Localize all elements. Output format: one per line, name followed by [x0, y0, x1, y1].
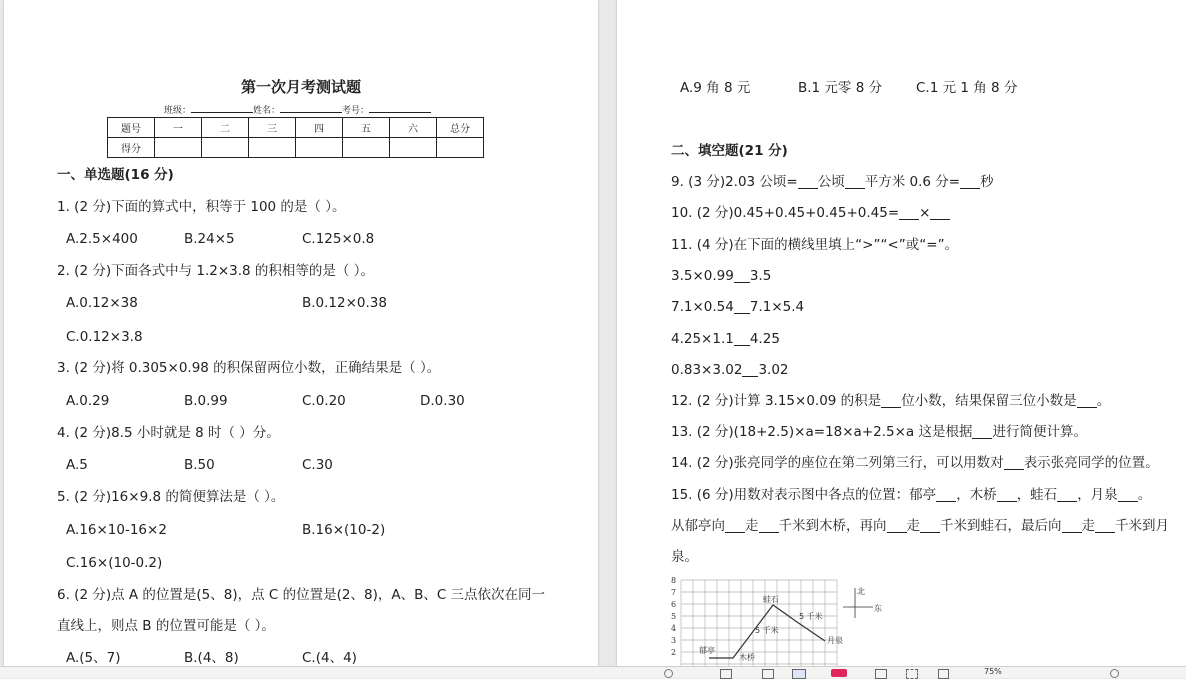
q11-right: 4.25	[749, 331, 780, 347]
q11-left: 0.83×3.02	[671, 362, 743, 378]
q11-right: 7.1×5.4	[749, 299, 805, 315]
score-cell	[155, 138, 202, 158]
y-tick: 2	[671, 648, 677, 657]
q5-option-a: A.16×10-16×2	[66, 522, 167, 538]
question-15-line3: 泉。	[671, 549, 698, 565]
question-3: 3. (2 分)将 0.305×0.98 的积保留两位小数，正确结果是（ ）。	[57, 360, 441, 376]
class-blank	[191, 104, 253, 113]
q11-item-3	[671, 330, 780, 348]
question-15-line2	[671, 517, 1169, 535]
question-6-line2: 直线上，则点 B 的位置可能是（ ）。	[57, 618, 275, 634]
q6-option-b: B.(4、8)	[184, 650, 239, 666]
q2-option-c: C.0.12×3.8	[66, 329, 143, 345]
q15-part: 走	[745, 518, 759, 534]
name-label: 姓名：	[253, 106, 281, 116]
answer-blank	[734, 268, 750, 283]
q2-option-a: A.0.12×38	[66, 295, 138, 311]
page-title: 第一次月考测试题	[240, 78, 361, 96]
answer-blank	[734, 299, 750, 314]
q1-option-c: C.125×0.8	[302, 231, 375, 247]
answer-blank	[1095, 518, 1115, 533]
score-header-cell: 五	[343, 118, 390, 138]
q15-part: 走	[1081, 518, 1095, 534]
y-tick: 4	[671, 624, 677, 633]
question-9	[671, 173, 994, 191]
score-table-header-row	[108, 118, 484, 138]
answer-blank	[936, 487, 956, 502]
question-15	[671, 486, 1151, 504]
exam-number-label: 考号：	[342, 106, 370, 116]
answer-blank	[742, 362, 758, 377]
question-5: 5. (2 分)16×9.8 的简便算法是（ ）。	[57, 489, 285, 505]
label-wa-shi: 蛙石	[763, 595, 779, 604]
answer-blank	[881, 393, 901, 408]
y-tick: 5	[671, 612, 677, 621]
class-label: 班级：	[164, 106, 192, 116]
q9-part: 公顷	[817, 174, 845, 190]
compass-east: 东	[874, 604, 882, 613]
score-cell	[437, 138, 484, 158]
label-mu-qiao: 木桥	[739, 653, 755, 662]
two-page-view-icon[interactable]	[792, 669, 806, 679]
question-10	[671, 204, 950, 222]
q13-part: 13. (2 分)(18+2.5)×a=18×a+2.5×a 这是根据	[671, 424, 973, 440]
section-heading-single-choice: 一、单选题(16 分)	[57, 167, 174, 183]
q14-part: 14. (2 分)张亮同学的座位在第二列第三行，可以用数对	[671, 455, 1004, 471]
y-tick: 3	[671, 636, 677, 645]
question-1: 1. (2 分)下面的算式中，积等于 100 的是（ ）。	[57, 199, 346, 215]
q15-part: ，月泉	[1077, 487, 1118, 503]
score-cell	[390, 138, 437, 158]
q5-option-b: B.16×(10-2)	[302, 522, 386, 538]
q15-part: 走	[906, 518, 920, 534]
answer-blank	[1077, 393, 1097, 408]
q6-option-a: A.(5、7)	[66, 650, 121, 666]
question-12	[671, 392, 1110, 410]
question-4: 4. (2 分)8.5 小时就是 8 时（ ）分。	[57, 425, 280, 441]
answer-blank	[734, 331, 750, 346]
q6-option-c: C.(4、4)	[302, 650, 357, 666]
answer-blank	[725, 518, 745, 533]
label-yu-ting: 郁亭	[699, 646, 715, 655]
q8-option-b: B.1 元零 8 分	[798, 80, 883, 96]
answer-blank	[845, 174, 865, 189]
question-14	[671, 454, 1159, 472]
q11-left: 3.5×0.99	[671, 268, 734, 284]
answer-blank	[997, 487, 1017, 502]
q4-option-c: C.30	[302, 457, 333, 473]
answer-blank	[972, 424, 992, 439]
document-page-right	[617, 0, 1186, 666]
answer-blank	[899, 205, 919, 220]
q11-item-4	[671, 361, 789, 379]
q11-left: 7.1×0.54	[671, 299, 734, 315]
answer-blank	[1004, 455, 1024, 470]
q10-part: ×	[919, 205, 931, 221]
answer-blank	[887, 518, 907, 533]
score-header-cell: 四	[296, 118, 343, 138]
screenshot-icon[interactable]	[906, 669, 918, 679]
q11-left: 4.25×1.1	[671, 331, 734, 347]
compass-north: 北	[857, 587, 865, 596]
q11-item-1	[671, 267, 771, 285]
q1-option-a: A.2.5×400	[66, 231, 138, 247]
y-tick: 6	[671, 600, 677, 609]
q4-option-a: A.5	[66, 457, 88, 473]
question-11: 11. (4 分)在下面的横线里填上“>”“<”或“=”。	[671, 237, 959, 253]
brand-icon[interactable]	[831, 669, 847, 677]
page-icon[interactable]	[938, 669, 949, 679]
compass-rose	[843, 586, 882, 618]
answer-blank	[1118, 487, 1138, 502]
q15-part: 千米到月	[1115, 518, 1169, 534]
q5-option-c: C.16×(10-0.2)	[66, 555, 163, 571]
q10-part: 10. (2 分)0.45+0.45+0.45+0.45=	[671, 205, 900, 221]
q15-part: ，木桥	[956, 487, 997, 503]
q15-part: 千米到木桥，再向	[778, 518, 887, 534]
q15-part: 千米到蛙石，最后向	[940, 518, 1062, 534]
score-header-cell: 六	[390, 118, 437, 138]
score-cell	[296, 138, 343, 158]
score-header-cell: 一	[155, 118, 202, 138]
q2-option-b: B.0.12×0.38	[302, 295, 387, 311]
q11-item-2	[671, 298, 804, 316]
zoom-level[interactable]: 75%	[984, 667, 1002, 676]
answer-blank	[1062, 518, 1082, 533]
score-table-score-row	[108, 138, 484, 158]
score-cell	[249, 138, 296, 158]
question-6-line1: 6. (2 分)点 A 的位置是(5、8)，点 C 的位置是(2、8)，A、B、C 三点依次在同一	[57, 587, 546, 603]
label-yue-quan: 月泉	[827, 636, 843, 645]
answer-blank	[920, 518, 940, 533]
q12-part: 。	[1096, 393, 1111, 409]
question-2: 2. (2 分)下面各式中与 1.2×3.8 的积相等的是（ ）。	[57, 263, 374, 279]
document-page-left	[4, 0, 598, 666]
score-cell	[343, 138, 390, 158]
read-mode-icon[interactable]	[762, 669, 774, 679]
fit-page-icon[interactable]	[875, 669, 887, 679]
student-info-line	[164, 103, 431, 116]
y-tick: 7	[671, 588, 677, 597]
q13-part: 进行简便计算。	[992, 424, 1087, 440]
y-tick: 8	[671, 576, 677, 585]
question-13	[671, 423, 1087, 441]
q9-part: 9. (3 分)2.03 公顷=	[671, 174, 798, 190]
score-header-cell: 三	[249, 118, 296, 138]
q3-option-d: D.0.30	[420, 393, 465, 409]
q15-part: ，蛙石	[1016, 487, 1058, 503]
score-cell	[202, 138, 249, 158]
score-header-cell: 二	[202, 118, 249, 138]
q15-part: 15. (6 分)用数对表示图中各点的位置：郁亭	[671, 487, 937, 503]
answer-blank	[759, 518, 779, 533]
score-header-cell: 题号	[108, 118, 155, 138]
name-blank	[280, 104, 342, 113]
answer-blank	[930, 205, 950, 220]
q9-part: 平方米 0.6 分=	[864, 174, 961, 190]
exam-number-blank	[369, 104, 431, 113]
q1-option-b: B.24×5	[184, 231, 235, 247]
status-bar	[0, 666, 1186, 678]
coordinate-grid-figure	[669, 574, 909, 666]
q12-part: 12. (2 分)计算 3.15×0.09 的积是	[671, 393, 882, 409]
q3-option-a: A.0.29	[66, 393, 110, 409]
q14-part: 表示张亮同学的位置。	[1023, 455, 1159, 471]
single-page-view-icon[interactable]	[720, 669, 732, 679]
label-distance: 5 千米	[799, 612, 823, 621]
section-heading-fill-in: 二、填空题(21 分)	[671, 143, 788, 159]
q11-right: 3.02	[758, 362, 789, 378]
label-distance: 5 千米	[755, 626, 779, 635]
q8-option-c: C.1 元 1 角 8 分	[916, 80, 1018, 96]
q15-part: 。	[1137, 487, 1152, 503]
score-row-label: 得分	[108, 138, 155, 158]
q9-part: 秒	[980, 174, 994, 190]
q3-option-b: B.0.99	[184, 393, 228, 409]
score-table	[107, 117, 484, 158]
answer-blank	[1057, 487, 1077, 502]
q4-option-b: B.50	[184, 457, 215, 473]
q15-part: 从郁亭向	[671, 518, 725, 534]
answer-blank	[960, 174, 980, 189]
answer-blank	[798, 174, 818, 189]
q12-part: 位小数，结果保留三位小数是	[901, 393, 1077, 409]
score-header-cell: 总分	[437, 118, 484, 138]
q8-option-a: A.9 角 8 元	[680, 80, 751, 96]
q3-option-c: C.0.20	[302, 393, 346, 409]
q11-right: 3.5	[749, 268, 772, 284]
